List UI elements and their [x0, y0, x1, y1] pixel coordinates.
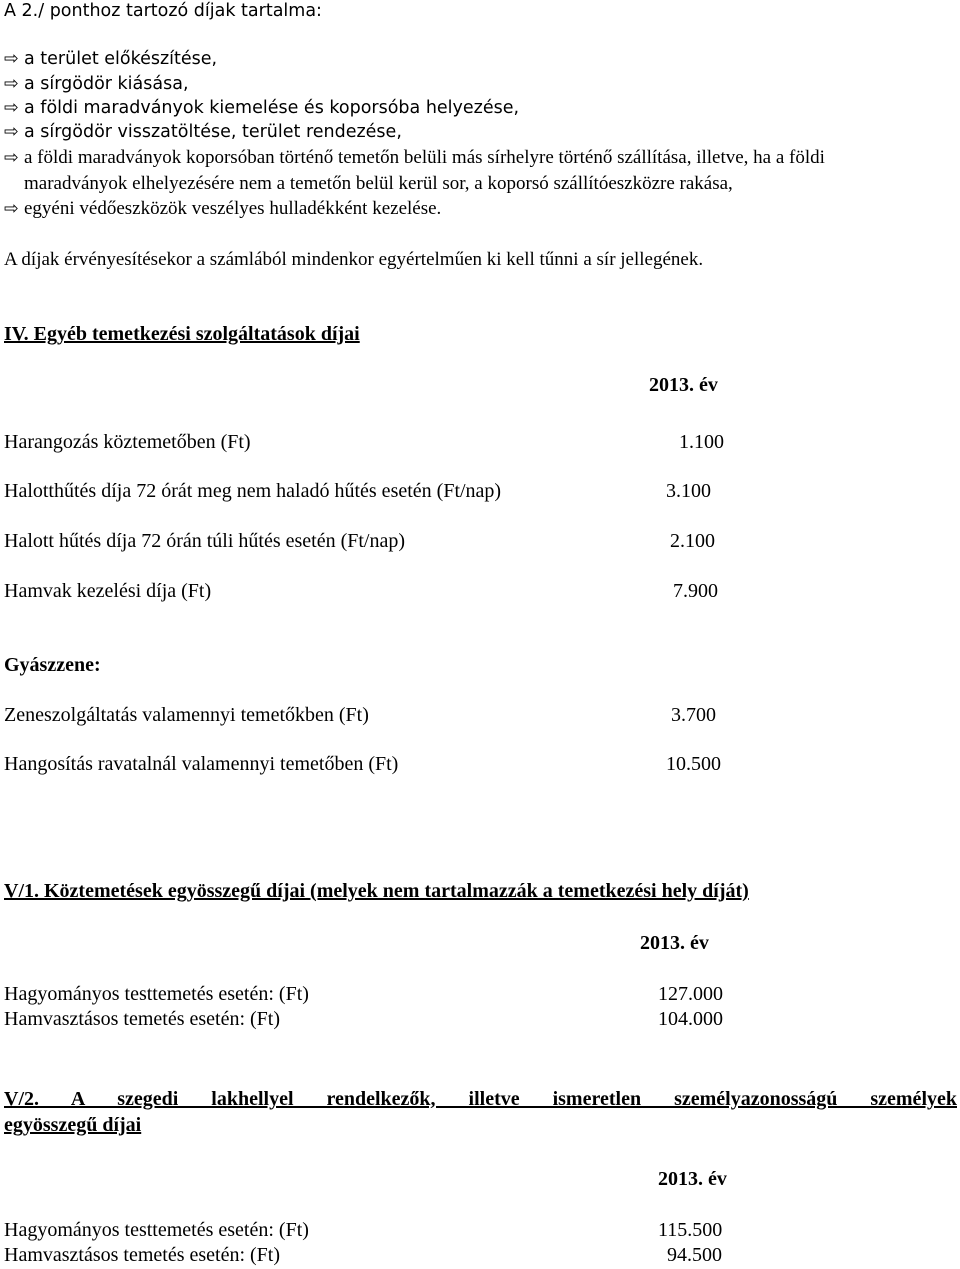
- intro-note: A díjak érvényesítésekor a számlából mindenkor egyértelműen ki kell tűnni a sír jellegének.: [4, 249, 704, 270]
- fee-label: Halott hűtés díja 72 órán túli hűtés esetén (Ft/nap): [4, 530, 406, 552]
- section-title: IV. Egyéb temetkezési szolgáltatások díjai: [4, 323, 360, 345]
- fee-value: 7.900: [673, 580, 718, 602]
- arrow-right-icon: ⇨: [4, 199, 19, 219]
- year-header: 2013. év: [658, 1168, 727, 1190]
- fee-value: 3.100: [666, 480, 711, 502]
- fee-value: 1.100: [679, 431, 724, 453]
- fee-value: 104.000: [658, 1008, 723, 1030]
- fee-label: Hamvasztásos temetés esetén: (Ft): [4, 1244, 281, 1266]
- arrow-right-icon: ⇨: [4, 122, 19, 142]
- arrow-right-icon: ⇨: [4, 74, 19, 94]
- fee-value: 3.700: [671, 704, 716, 726]
- fee-value: 10.500: [666, 753, 721, 775]
- year-header: 2013. év: [640, 932, 709, 954]
- fee-label: Harangozás köztemetőben (Ft): [4, 431, 251, 453]
- arrow-right-icon: ⇨: [4, 49, 19, 69]
- list-item: [4, 76, 189, 94]
- fee-label: Halotthűtés díja 72 órát meg nem haladó hűtés esetén (Ft/nap): [4, 480, 502, 502]
- list-item-continuation: maradványok elhelyezésére nem a temetőn belül kerül sor, a koporsó szállítóeszközre rakása,: [24, 173, 733, 194]
- fee-value: 94.500: [667, 1244, 722, 1266]
- list-item: [4, 51, 217, 69]
- section-title-continuation: egyösszegű díjai: [4, 1114, 142, 1136]
- list-item-label: egyéni védőeszközök veszélyes hulladékként kezelése.: [24, 198, 442, 219]
- fee-label: Hangosítás ravatalnál valamennyi temetőben (Ft): [4, 753, 399, 775]
- fee-label: Zeneszolgáltatás valamennyi temetőkben (Ft): [4, 704, 369, 726]
- intro-heading: A 2./ ponthoz tartozó díjak tartalma:: [4, 1, 322, 21]
- list-item-label: a terület előkészítése,: [24, 49, 218, 69]
- section-title: V/2. A szegedi lakhellyel rendelkezők, illetve ismeretlen személyazonosságú személyek: [4, 1088, 957, 1110]
- list-item-label: a földi maradványok kiemelése és koporsóba helyezése,: [24, 98, 520, 118]
- list-item-label: a sírgödör visszatöltése, terület rendezése,: [24, 122, 402, 142]
- arrow-right-icon: ⇨: [4, 148, 19, 168]
- fee-label: Hagyományos testtemetés esetén: (Ft): [4, 983, 309, 1005]
- fee-label: Hamvak kezelési díja (Ft): [4, 580, 212, 602]
- fee-label: Hamvasztásos temetés esetén: (Ft): [4, 1008, 281, 1030]
- list-item-label: a sírgödör kiásása,: [24, 74, 189, 94]
- list-item: [4, 199, 441, 219]
- list-item-label: a földi maradványok koporsóban történő temetőn belüli más sírhelyre történő szállítása, illetve, ha a földi: [24, 147, 825, 168]
- fee-value: 115.500: [658, 1219, 723, 1241]
- list-item: [4, 124, 402, 142]
- arrow-right-icon: ⇨: [4, 98, 19, 118]
- fee-value: 127.000: [658, 983, 723, 1005]
- fee-label: Hagyományos testtemetés esetén: (Ft): [4, 1219, 309, 1241]
- year-header: 2013. év: [649, 374, 718, 396]
- section-title: V/1. Köztemetések egyösszegű díjai (melyek nem tartalmazzák a temetkezési hely díját): [4, 880, 749, 902]
- subheading: Gyászzene:: [4, 654, 101, 676]
- list-item: [4, 100, 519, 118]
- list-item: [4, 148, 825, 168]
- fee-value: 2.100: [670, 530, 715, 552]
